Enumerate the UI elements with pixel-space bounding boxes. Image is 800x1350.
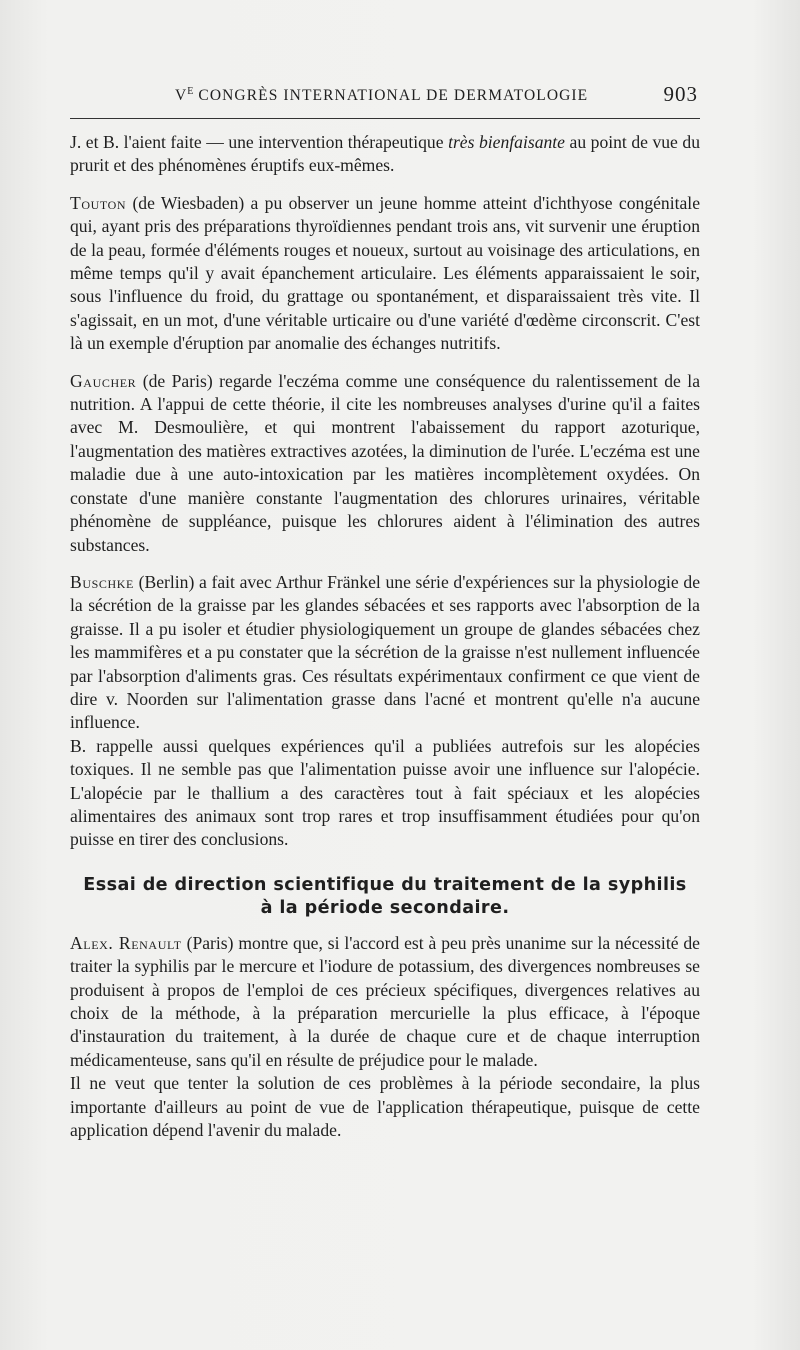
running-head-text: CONGRÈS INTERNATIONAL DE DERMATOLOGIE <box>193 87 589 105</box>
paragraph-text: B. rappelle aussi quelques expériences qu'il a publiées autrefois sur les alopécies toxiques. Il ne semble pas que l'alimentation puisse avoir une influence sur l'alopécie. L'alopécie par le thallium a des caractères tout à fait spéciaux et les alopécies alimentaires des animaux sont trop rares et trop insuffisamment étudiées pour qu'on puisse en tirer des conclusions. <box>70 735 700 850</box>
section-title-line-2: à la période secondaire. <box>260 897 510 918</box>
paragraph-1-rest: au point de vue du prurit et des phénomènes éruptifs eux-mêmes. <box>70 132 700 176</box>
page-body <box>70 131 700 1142</box>
page-number: 903 <box>663 82 698 106</box>
paragraph-1-lead: J. et B. l'aient faite — une intervention thérapeutique <box>70 132 449 152</box>
paragraph-gaucher <box>70 370 700 557</box>
paragraph-text: (de Wiesbaden) a pu observer un jeune homme atteint d'ichthyose congénitale qui, ayant pris des préparations thyroïdiennes pendant trois ans, vit survenir une éruption de la peau, formée d'éléments rouges et noueux, surtout au voisinage des articulations, en même temps qu'il y avait épanchement articulaire. Les éléments apparaissaient le soir, sous l'influence du froid, du grattage ou spontanément, et disparaissaient très vite. Il s'agissait, en un mot, d'une véritable urticaire ou d'une variété d'œdème circonscrit. C'est là un exemple d'éruption par anomalie des échanges nutritifs. <box>70 192 700 354</box>
paragraph-touton <box>70 192 700 356</box>
running-head-prefix: V <box>175 87 188 105</box>
paragraph-final <box>70 1072 700 1142</box>
author-name: Alex. Renault <box>70 932 182 953</box>
section-title <box>70 874 700 920</box>
italic-emphasis: très bienfaisante <box>448 132 565 152</box>
section-title-line-1: Essai de direction scientifique du traitement de la syphilis <box>83 874 687 895</box>
page-header <box>70 80 700 110</box>
paragraph-text: (Berlin) a fait avec Arthur Fränkel une série d'expériences sur la physiologie de la sécrétion de la graisse par les glandes sébacées et ses rapports avec l'absorption de la graisse. Il a pu isoler et étudier physiologiquement un groupe de glandes sébacées chez les mammifères et a pu constater que la sécrétion de la graisse n'est nullement influencée par l'absorption d'aliments gras. Ces résultats expérimentaux confirment ce que vient de dire v. Noorden sur l'alimentation grasse dans l'acné et montrent qu'elle n'a aucune influence. <box>70 571 700 733</box>
paragraph-text: (Paris) montre que, si l'accord est à peu près unanime sur la nécessité de traiter la syphilis par le mercure et l'iodure de potassium, des divergences nombreuses se produisent à propos de l'emploi de ces précieux spécifiques, divergences relatives au choix de la méthode, à la préparation mercurielle la plus efficace, à l'époque d'instauration du traitement, à la durée de chaque cure et de chaque interruption médicamenteuse, sans qu'il en résulte de préjudice pour le malade. <box>70 932 700 1070</box>
paragraph-text: (de Paris) regarde l'eczéma comme une conséquence du ralentissement de la nutrition. A l'appui de cette théorie, il cite les nombreuses analyses d'urine qu'il a faites avec M. Desmoulière, et qui montrent l'abaissement du rapport azoturique, l'augmentation des matières extractives azotées, la diminution de l'urée. L'eczéma est une maladie due à une auto-intoxication par les matières incomplètement oxydées. On constate d'une manière constante l'augmentation des chlorures urinaires, véritable phénomène de suppléance, puisque les chlorures aident à l'élimination des autres substances. <box>70 370 700 555</box>
running-head-superscript: E <box>187 86 194 97</box>
author-name: Gaucher <box>70 370 137 391</box>
paragraph-renault <box>70 932 700 1072</box>
header-rule <box>70 118 700 119</box>
author-name: Buschke <box>70 571 134 592</box>
paragraph-1 <box>70 131 700 178</box>
paragraph-buschke <box>70 571 700 735</box>
author-name: Touton <box>70 192 127 213</box>
paragraph-text: Il ne veut que tenter la solution de ces problèmes à la période secondaire, la plus importante d'ailleurs au point de vue de l'application thérapeutique, puisque de cette application dépend l'avenir du malade. <box>70 1073 700 1141</box>
running-head <box>175 86 588 105</box>
paragraph-b-rappelle <box>70 735 700 852</box>
